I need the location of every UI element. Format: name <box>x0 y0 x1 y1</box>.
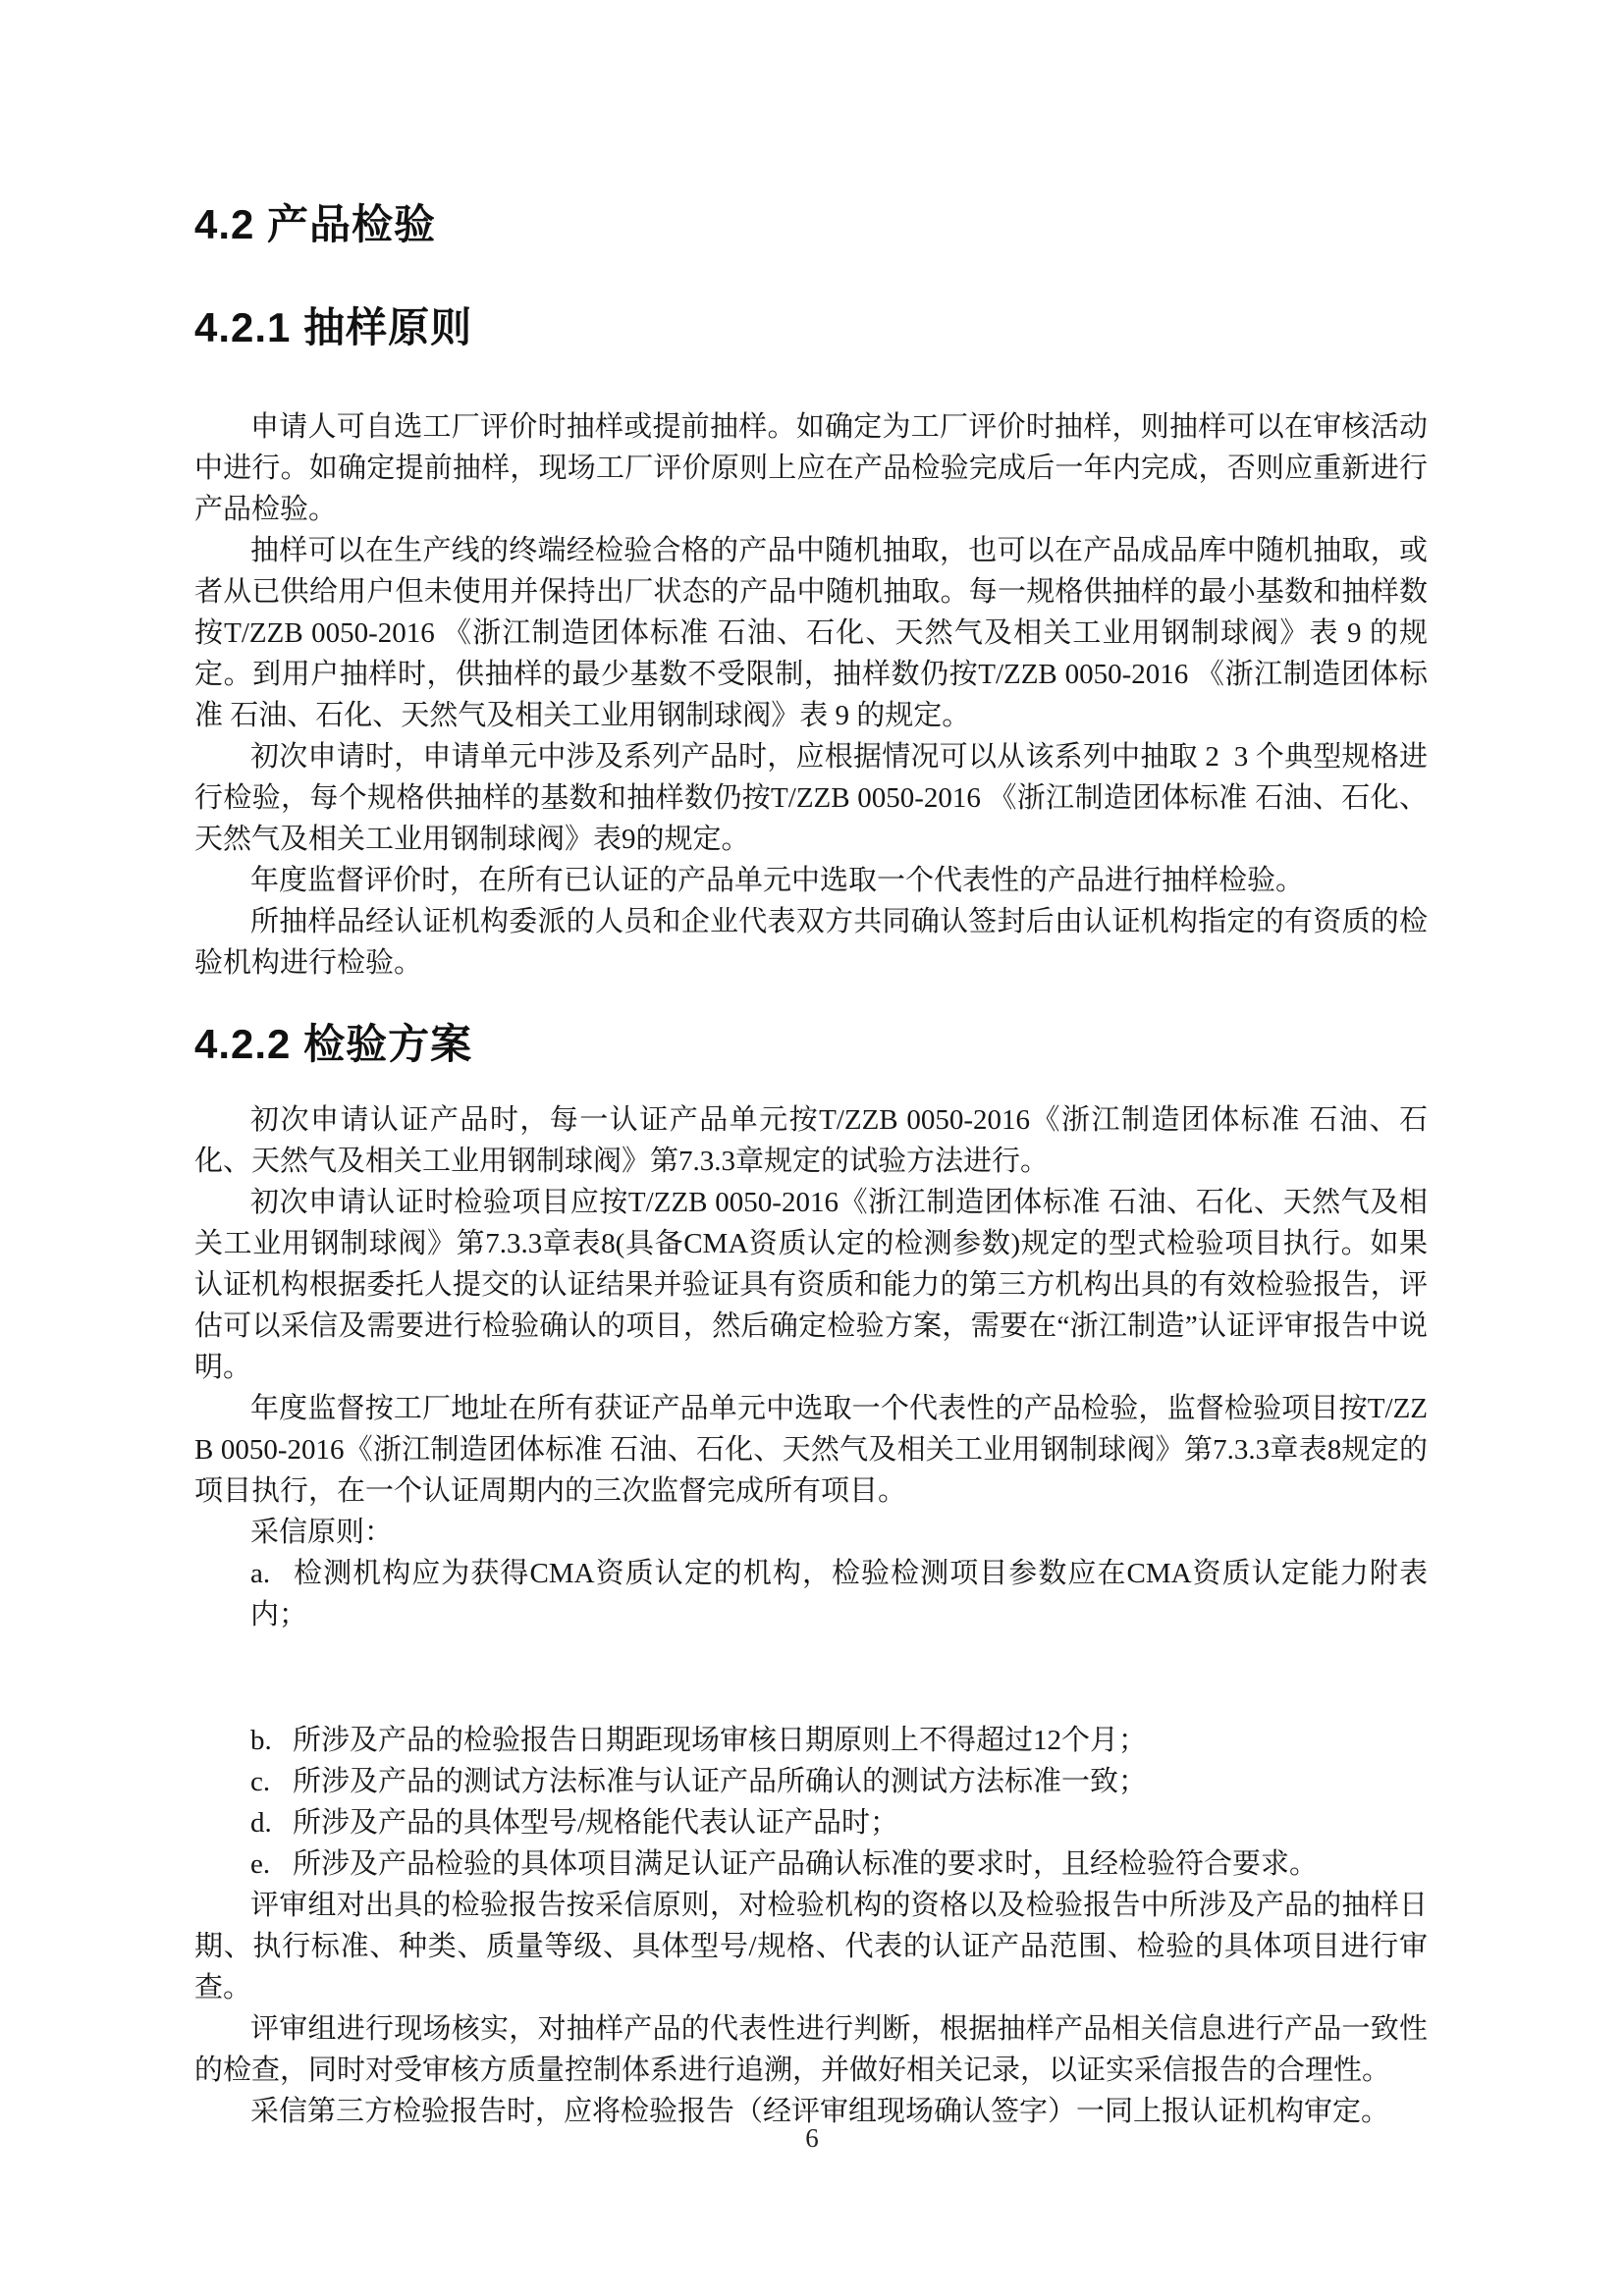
list-marker-d: d. <box>250 1807 272 1839</box>
list-marker-b: b. <box>250 1725 272 1756</box>
paragraph-sampling-3: 初次申请时，申请单元中涉及系列产品时，应根据情况可以从该系列中抽取 2 3 个典型规格进行检验，每个规格供抽样的基数和抽样数仍按T/ZZB 0050-2016 《浙江制造团体标准 石油、石化、天然气及相关工业用钢制球阀》表9的规定。 <box>194 741 1428 855</box>
paragraph-sampling-5: 所抽样品经认证机构委派的人员和企业代表双方共同确认签封后由认证机构指定的有资质的检验机构进行检验。 <box>194 906 1428 979</box>
list-text-a: 检测机构应为获得CMA资质认定的机构，检验检测项目参数应在CMA资质认定能力附表内； <box>250 1558 1428 1630</box>
heading-4-2-2: 4.2.2 检验方案 <box>194 1021 473 1067</box>
list-text-e: 所涉及产品检验的具体项目满足认证产品确认标准的要求时，且经检验符合要求。 <box>293 1848 1319 1880</box>
heading-4-2: 4.2 产品检验 <box>194 201 437 247</box>
list-item-d <box>194 1802 1428 1843</box>
paragraph-review-1: 评审组对出具的检验报告按采信原则，对检验机构的资格以及检验报告中所涉及产品的抽样日期、执行标准、种类、质量等级、具体型号/规格、代表的认证产品范围、检验的具体项目进行审查。 <box>194 1890 1428 2003</box>
list-item-a <box>194 1553 1428 1635</box>
paragraph-plan-1: 初次申请认证产品时，每一认证产品单元按T/ZZB 0050-2016《浙江制造团体标准 石油、石化、天然气及相关工业用钢制球阀》第7.3.3章规定的试验方法进行。 <box>194 1104 1428 1177</box>
paragraph-review-2: 评审组进行现场核实，对抽样产品的代表性进行判断，根据抽样产品相关信息进行产品一致性的检查，同时对受审核方质量控制体系进行追溯，并做好相关记录，以证实采信报告的合理性。 <box>194 2013 1428 2086</box>
paragraph-sampling-2: 抽样可以在生产线的终端经检验合格的产品中随机抽取，也可以在产品成品库中随机抽取，或者从已供给用户但未使用并保持出厂状态的产品中随机抽取。每一规格供抽样的最小基数和抽样数按T/ZZB 0050-2016 《浙江制造团体标准 石油、石化、天然气及相关工业用钢制球阀》表 9 的规定。到用户抽样时，供抽样的最少基数不受限制，抽样数仍按T/ZZB 0050-2016 《浙江制造团体标准 石油、石化、天然气及相关工业用钢制球阀》表 9 的规定。 <box>194 535 1428 731</box>
paragraph-plan-3: 年度监督按工厂地址在所有获证产品单元中选取一个代表性的产品检验，监督检验项目按T/ZZB 0050-2016《浙江制造团体标准 石油、石化、天然气及相关工业用钢制球阀》第7.3.3章表8规定的项目执行，在一个认证周期内的三次监督完成所有项目。 <box>194 1393 1428 1507</box>
document-content <box>194 0 1428 2132</box>
list-marker-c: c. <box>250 1766 271 1797</box>
heading-4-2-1: 4.2.1 抽样原则 <box>194 304 473 350</box>
principles-label: 采信原则： <box>250 1517 394 1548</box>
paragraph-sampling-1: 申请人可自选工厂评价时抽样或提前抽样。如确定为工厂评价时抽样，则抽样可以在审核活动中进行。如确定提前抽样，现场工厂评价原则上应在产品检验完成后一年内完成，否则应重新进行产品检验。 <box>194 411 1428 525</box>
list-text-d: 所涉及产品的具体型号/规格能代表认证产品时； <box>293 1807 899 1839</box>
paragraph-review-3: 采信第三方检验报告时，应将检验报告（经评审组现场确认签字）一同上报认证机构审定。 <box>250 2096 1390 2127</box>
paragraph-sampling-4: 年度监督评价时，在所有已认证的产品单元中选取一个代表性的产品进行抽样检验。 <box>250 865 1305 896</box>
page-number: 6 <box>805 2123 819 2153</box>
list-item-c <box>194 1761 1428 1802</box>
list-item-e <box>194 1843 1428 1885</box>
list-text-c: 所涉及产品的测试方法标准与认证产品所确认的测试方法标准一致； <box>293 1766 1148 1797</box>
list-marker-a: a. <box>250 1558 271 1589</box>
list-marker-e: e. <box>250 1848 271 1880</box>
list-item-b <box>194 1720 1428 1761</box>
paragraph-plan-2: 初次申请认证时检验项目应按T/ZZB 0050-2016《浙江制造团体标准 石油、石化、天然气及相关工业用钢制球阀》第7.3.3章表8(具备CMA资质认定的检测参数)规定的型式检验项目执行。如果认证机构根据委托人提交的认证结果并验证具有资质和能力的第三方机构出具的有效检验报告，评估可以采信及需要进行检验确认的项目，然后确定检验方案，需要在“浙江制造”认证评审报告中说明。 <box>194 1187 1428 1383</box>
list-text-b: 所涉及产品的检验报告日期距现场审核日期原则上不得超过12个月； <box>293 1725 1148 1756</box>
